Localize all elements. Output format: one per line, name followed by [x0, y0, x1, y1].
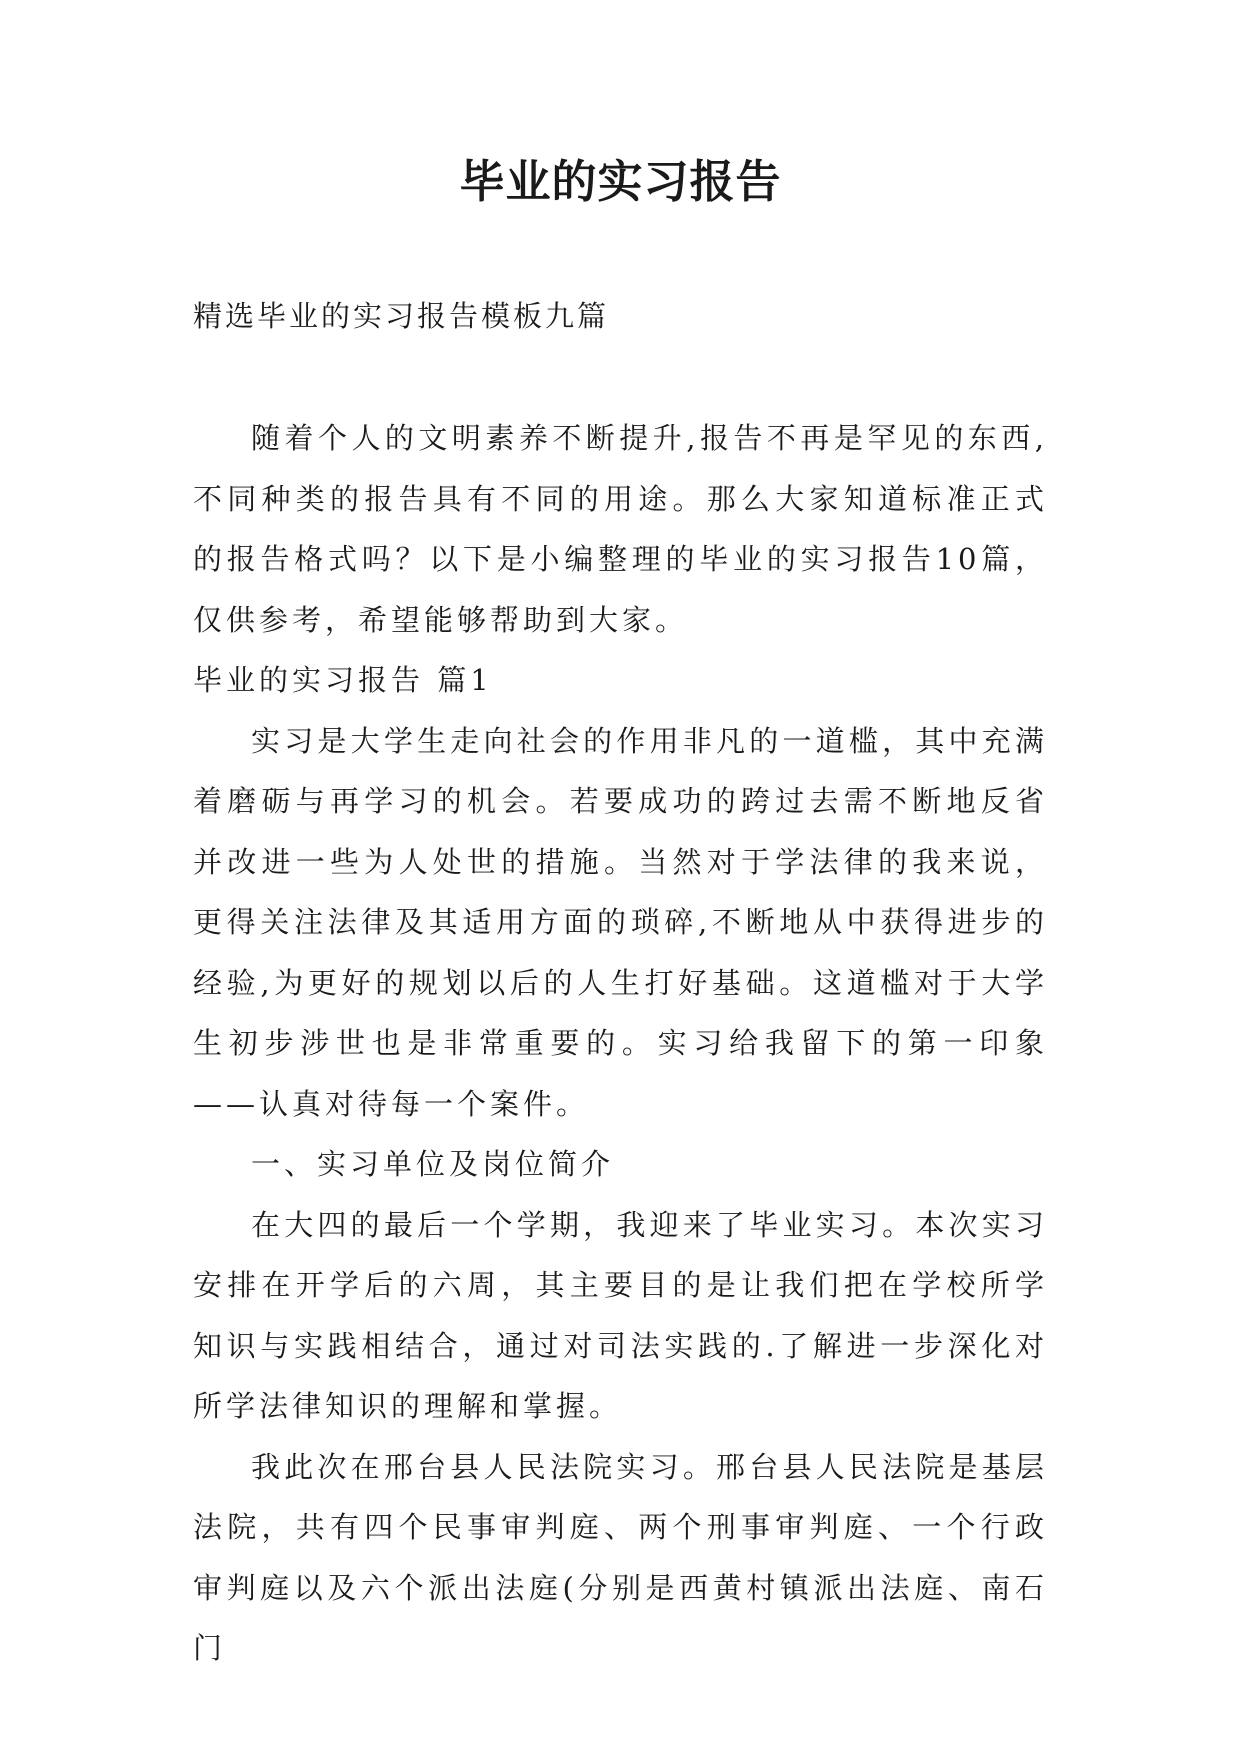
document-title: 毕业的实习报告 — [459, 155, 782, 208]
intro-paragraph: 随着个人的文明素养不断提升,报告不再是罕见的东西,不同种类的报告具有不同的用途。那么大家知道标准正式的报告格式吗？以下是小编整理的毕业的实习报告10篇，仅供参考，希望能够帮助到大家。 — [193, 421, 1048, 637]
document-subtitle: 精选毕业的实习报告模板九篇 — [193, 299, 610, 333]
body-paragraph: 在大四的最后一个学期，我迎来了毕业实习。本次实习安排在开学后的六周，其主要目的是让我们把在学校所学知识与实践相结合，通过对司法实践的.了解进一步深化对所学法律知识的理解和掌握。 — [193, 1207, 1048, 1423]
section-heading-part-1: 毕业的实习报告 篇1 — [193, 663, 493, 697]
document-body — [193, 408, 1048, 1679]
section-heading-internship-unit: 一、实习单位及岗位简介 — [251, 1147, 615, 1181]
body-paragraph: 实习是大学生走向社会的作用非凡的一道槛，其中充满着磨砺与再学习的机会。若要成功的跨过去需不断地反省并改进一些为人处世的措施。当然对于学法律的我来说，更得关注法律及其适用方面的琐碎,不断地从中获得进步的经验,为更好的规划以后的人生打好基础。这道槛对于大学生初步涉世也是非常重要的。实习给我留下的第一印象——认真对待每一个案件。 — [193, 723, 1048, 1121]
body-paragraph: 我此次在邢台县人民法院实习。邢台县人民法院是基层法院，共有四个民事审判庭、两个刑事审判庭、一个行政审判庭以及六个派出法庭(分别是西黄村镇派出法庭、南石门 — [193, 1449, 1048, 1665]
